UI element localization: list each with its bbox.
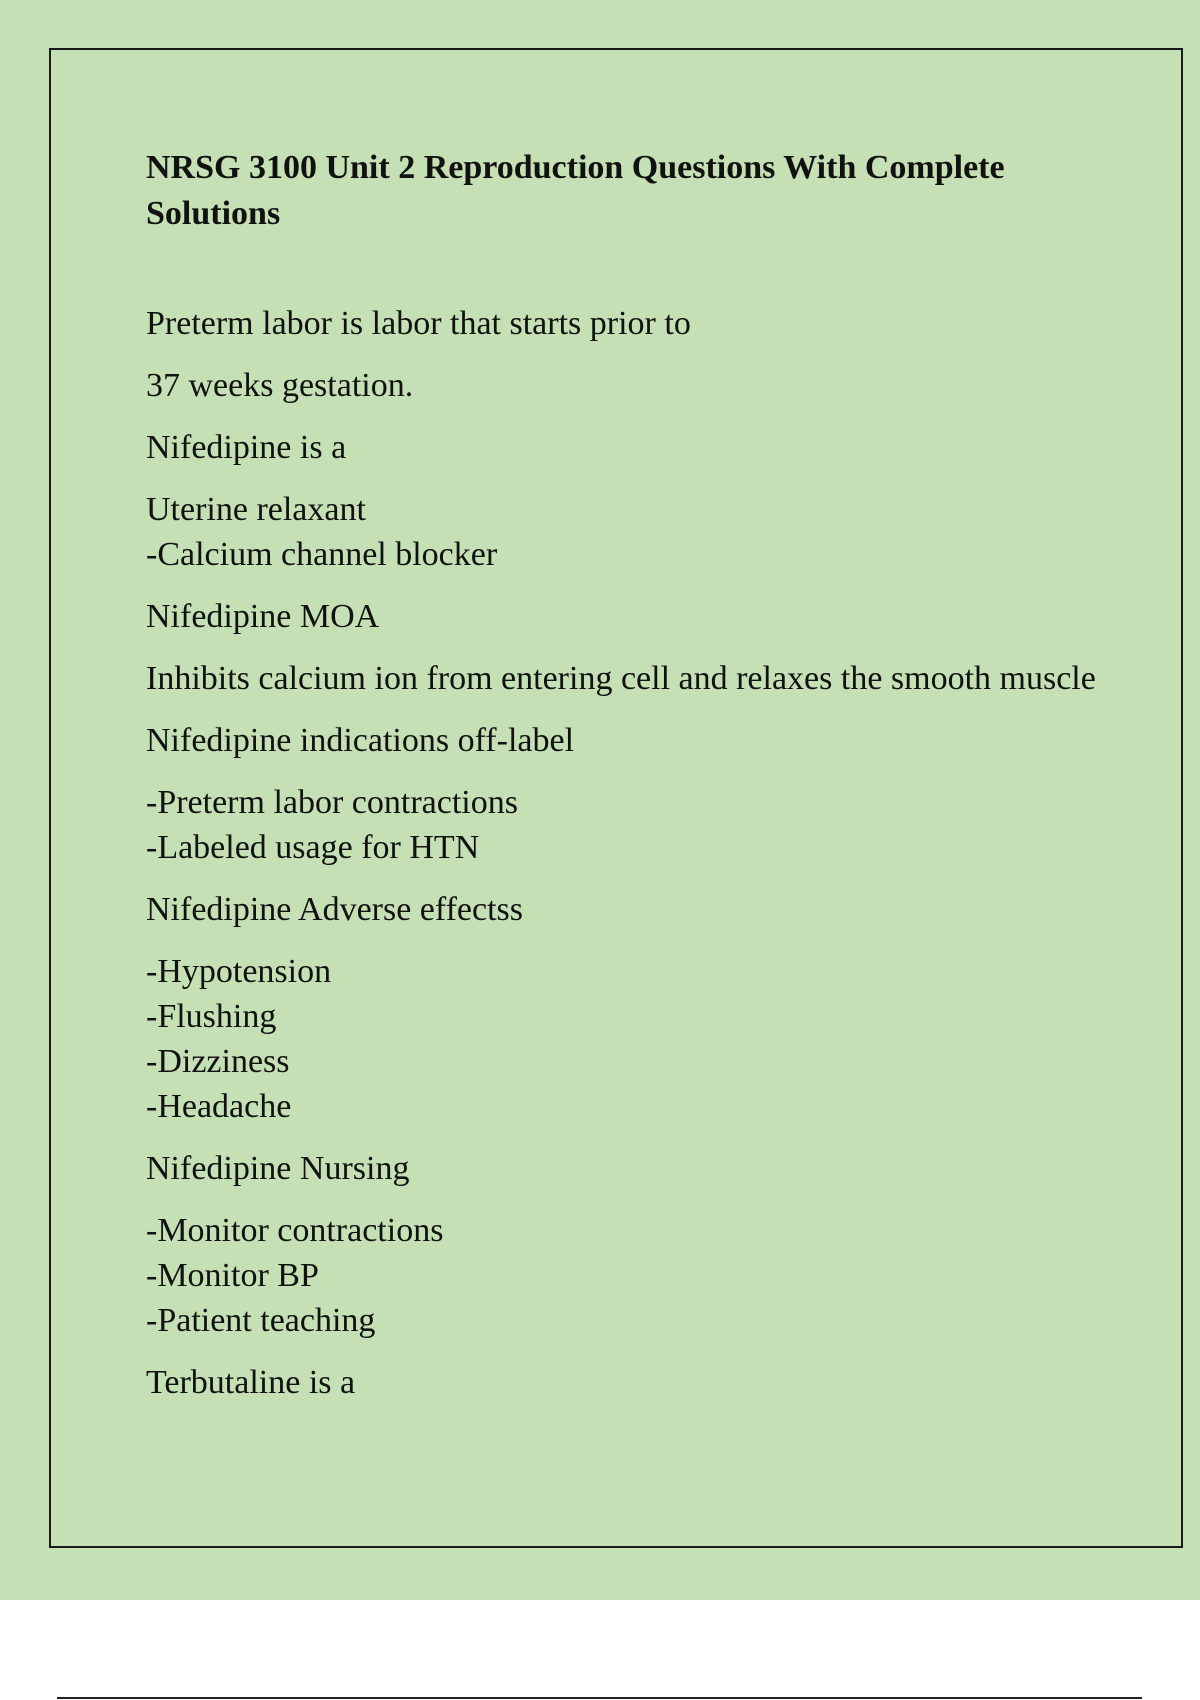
answer-line: -Preterm labor contractions xyxy=(146,784,518,821)
card-answer xyxy=(146,949,1106,1129)
flashcard xyxy=(146,718,1106,870)
card-term: Nifedipine Adverse effectss xyxy=(146,891,524,928)
answer-line: -Headache xyxy=(146,1088,292,1125)
flashcard-list xyxy=(146,301,1106,1405)
answer-line: Uterine relaxant xyxy=(146,491,366,528)
answer-line: -Patient teaching xyxy=(146,1302,376,1339)
flashcard xyxy=(146,594,1106,701)
answer-line: -Labeled usage for HTN xyxy=(146,829,480,866)
card-term: Nifedipine is a xyxy=(146,429,347,466)
card-term: Nifedipine Nursing xyxy=(146,1150,410,1187)
flashcard xyxy=(146,1146,1106,1343)
document-title: NRSG 3100 Unit 2 Reproduction Questions With Complete Solutions xyxy=(146,149,1005,232)
answer-line: -Hypotension xyxy=(146,953,332,990)
footer-divider xyxy=(57,1697,1142,1699)
answer-line: -Monitor BP xyxy=(146,1257,319,1294)
card-term: Preterm labor is labor that starts prior to xyxy=(146,305,691,342)
flashcard xyxy=(146,887,1106,1129)
answer-line: -Dizziness xyxy=(146,1043,290,1080)
answer-line: -Calcium channel blocker xyxy=(146,536,498,573)
document-content xyxy=(146,145,1106,1422)
answer-line: Inhibits calcium ion from entering cell and relaxes the smooth muscle xyxy=(146,660,1096,697)
answer-line: -Monitor contractions xyxy=(146,1212,444,1249)
card-answer xyxy=(146,363,1106,408)
answer-line: 37 weeks gestation. xyxy=(146,367,414,404)
card-answer xyxy=(146,1208,1106,1343)
card-term: Nifedipine indications off-label xyxy=(146,722,575,759)
card-answer xyxy=(146,487,1106,577)
card-term: Nifedipine MOA xyxy=(146,598,380,635)
flashcard xyxy=(146,425,1106,577)
card-answer xyxy=(146,656,1106,701)
answer-line: -Flushing xyxy=(146,998,277,1035)
flashcard xyxy=(146,301,1106,408)
card-answer xyxy=(146,780,1106,870)
flashcard xyxy=(146,1360,1106,1405)
card-term: Terbutaline is a xyxy=(146,1364,356,1401)
